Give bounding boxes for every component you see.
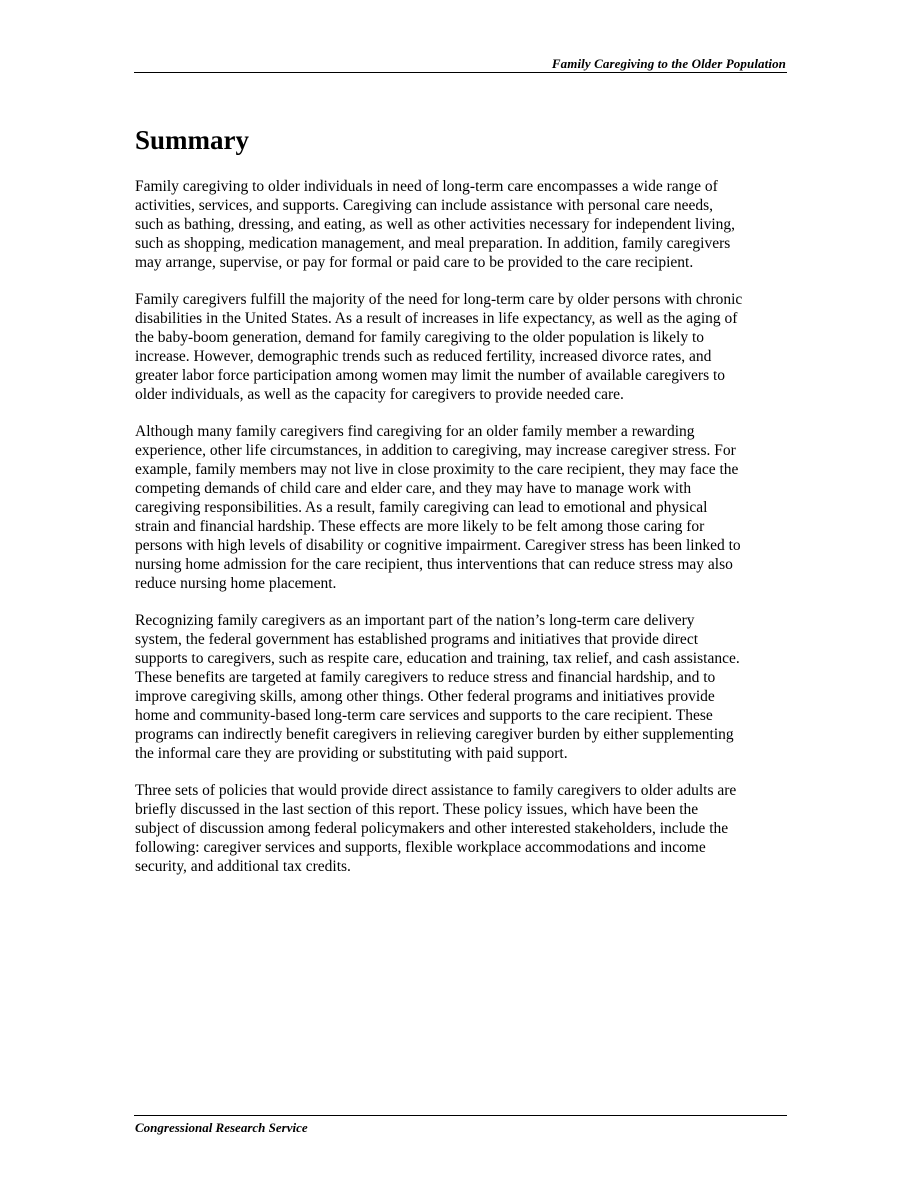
text-line: older individuals, as well as the capacity for caregivers to provide needed care. xyxy=(135,386,624,403)
text-line: improve caregiving skills, among other things. Other federal programs and initiatives provide xyxy=(135,688,715,705)
text-line: example, family members may not live in close proximity to the care recipient, they may face the xyxy=(135,461,739,478)
text-line: increase. However, demographic trends such as reduced fertility, increased divorce rates, and xyxy=(135,348,712,365)
text-line: strain and financial hardship. These effects are more likely to be felt among those caring for xyxy=(135,518,705,535)
text-line: programs can indirectly benefit caregivers in relieving caregiver burden by either supplementing xyxy=(135,726,734,743)
page-title: Summary xyxy=(135,125,249,155)
text-line: Three sets of policies that would provide direct assistance to family caregivers to older adults are xyxy=(135,782,737,799)
text-line: Family caregivers fulfill the majority of the need for long-term care by older persons with chronic xyxy=(135,291,743,308)
text-line: Although many family caregivers find caregiving for an older family member a rewarding xyxy=(135,423,695,440)
text-line: following: caregiver services and supports, flexible workplace accommodations and income xyxy=(135,839,706,856)
text-line: the baby-boom generation, demand for family caregiving to the older population is likely to xyxy=(135,329,705,346)
text-line: subject of discussion among federal policymakers and other interested stakeholders, include the xyxy=(135,820,729,837)
text-line: competing demands of child care and elder care, and they may have to manage work with xyxy=(135,480,692,497)
text-line: may arrange, supervise, or pay for formal or paid care to be provided to the care recipient. xyxy=(135,254,694,271)
text-line: Recognizing family caregivers as an important part of the nation’s long-term care delivery xyxy=(135,612,695,629)
text-line: These benefits are targeted at family caregivers to reduce stress and financial hardship, and to xyxy=(135,669,716,686)
text-line: such as shopping, medication management, and meal preparation. In addition, family caregivers xyxy=(135,235,731,252)
text-line: system, the federal government has established programs and initiatives that provide direct xyxy=(135,631,699,648)
text-line: nursing home admission for the care recipient, thus interventions that can reduce stress may also xyxy=(135,556,733,573)
paragraph-1 xyxy=(135,177,795,272)
header-rule xyxy=(134,72,787,73)
text-line: supports to caregivers, such as respite care, education and training, tax relief, and cash assistance. xyxy=(135,650,740,667)
footer-rule xyxy=(134,1115,787,1116)
text-line: Family caregiving to older individuals in need of long-term care encompasses a wide range of xyxy=(135,178,718,195)
text-line: experience, other life circumstances, in addition to caregiving, may increase caregiver stress. For xyxy=(135,442,736,459)
text-line: such as bathing, dressing, and eating, as well as other activities necessary for independent living, xyxy=(135,216,736,233)
running-header: Family Caregiving to the Older Population xyxy=(551,56,786,71)
text-line: security, and additional tax credits. xyxy=(135,858,351,875)
text-line: disabilities in the United States. As a result of increases in life expectancy, as well as the aging of xyxy=(135,310,738,327)
paragraph-5 xyxy=(135,781,795,876)
text-line: reduce nursing home placement. xyxy=(135,575,337,592)
paragraph-2 xyxy=(135,290,795,404)
paragraph-4 xyxy=(135,611,795,763)
text-line: the informal care they are providing or substituting with paid support. xyxy=(135,745,568,762)
text-line: activities, services, and supports. Caregiving can include assistance with personal care needs, xyxy=(135,197,714,214)
running-footer: Congressional Research Service xyxy=(135,1120,308,1135)
text-line: home and community-based long-term care services and supports to the care recipient. These xyxy=(135,707,713,724)
text-line: persons with high levels of disability or cognitive impairment. Caregiver stress has been linked to xyxy=(135,537,741,554)
text-line: briefly discussed in the last section of this report. These policy issues, which have been the xyxy=(135,801,699,818)
text-line: greater labor force participation among women may limit the number of available caregivers to xyxy=(135,367,726,384)
text-line: caregiving responsibilities. As a result, family caregiving can lead to emotional and physical xyxy=(135,499,708,516)
paragraph-3 xyxy=(135,422,795,593)
summary-body xyxy=(135,177,795,894)
